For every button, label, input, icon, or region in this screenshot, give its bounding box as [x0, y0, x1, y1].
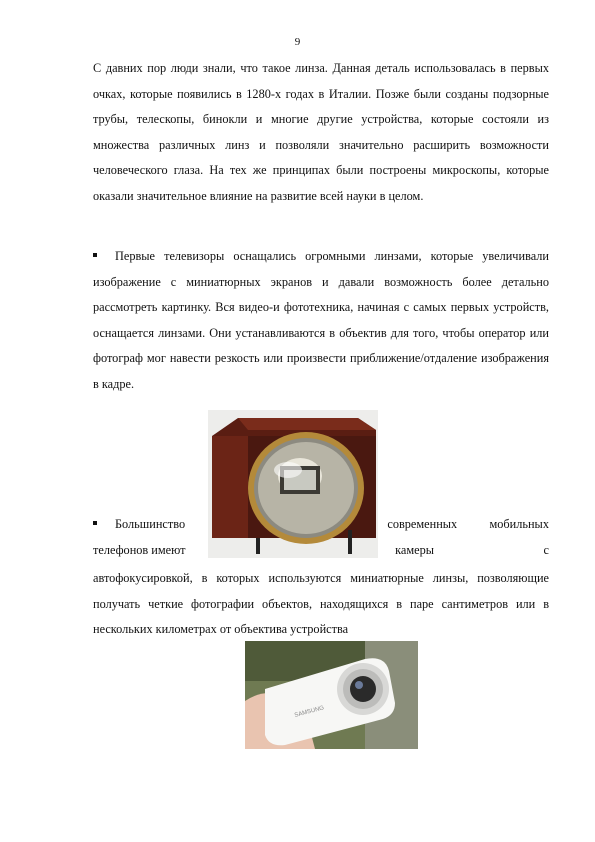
phones-word-1: Большинство	[115, 517, 186, 531]
svg-text:SAMSUNG: SAMSUNG	[293, 705, 325, 719]
bullet-icon	[93, 253, 97, 257]
tv-paragraph-text: Первые телевизоры оснащались огромными линзами, которые увеличивали изображение с миниатюрных экранов и давали возможность более детально рассмотреть картинку. Вся видео-и фототехника, начиная с самых первых устройств, оснащается линзами. Они устанавливаются в объектив для того, чтобы оператор или фотограф мог навести резкость или произвести приближение/отдаление изображения в кадре.	[93, 249, 549, 391]
camera-phone-photo	[245, 641, 418, 749]
phones-word-3: мобильных	[489, 517, 549, 531]
phones-word-6: с	[543, 543, 549, 557]
tv-paragraph	[93, 244, 549, 398]
phones-word-5: камеры	[395, 543, 434, 557]
phones-line-1	[93, 512, 549, 538]
phones-paragraph: автофокусировкой, в которых используются миниатюрные линзы, позволяющие получать четкие фотографии объектов, находящихся в паре сантиметров или в нескольких километрах от объектива устройства	[93, 571, 549, 637]
phones-line-2	[93, 538, 549, 564]
phones-word-4: телефонов имеют	[93, 543, 186, 557]
page-number: 9	[294, 36, 301, 48]
intro-paragraph: С давних пор люди знали, что такое линза. Данная деталь использовалась в первых очках, которые появились в 1280-х годах в Италии. Позже были созданы подзорные трубы, телескопы, бинокли и многие другие устройства, которые состояли из множества различных линз и позволяли значительно расширить возможности человеческого глаза. На тех же принципах были построены микроскопы, которые оказали значительное влияние на развитие всей науки в целом.	[93, 61, 549, 203]
phones-word-2: современных	[387, 517, 458, 531]
bullet-icon	[93, 521, 97, 525]
